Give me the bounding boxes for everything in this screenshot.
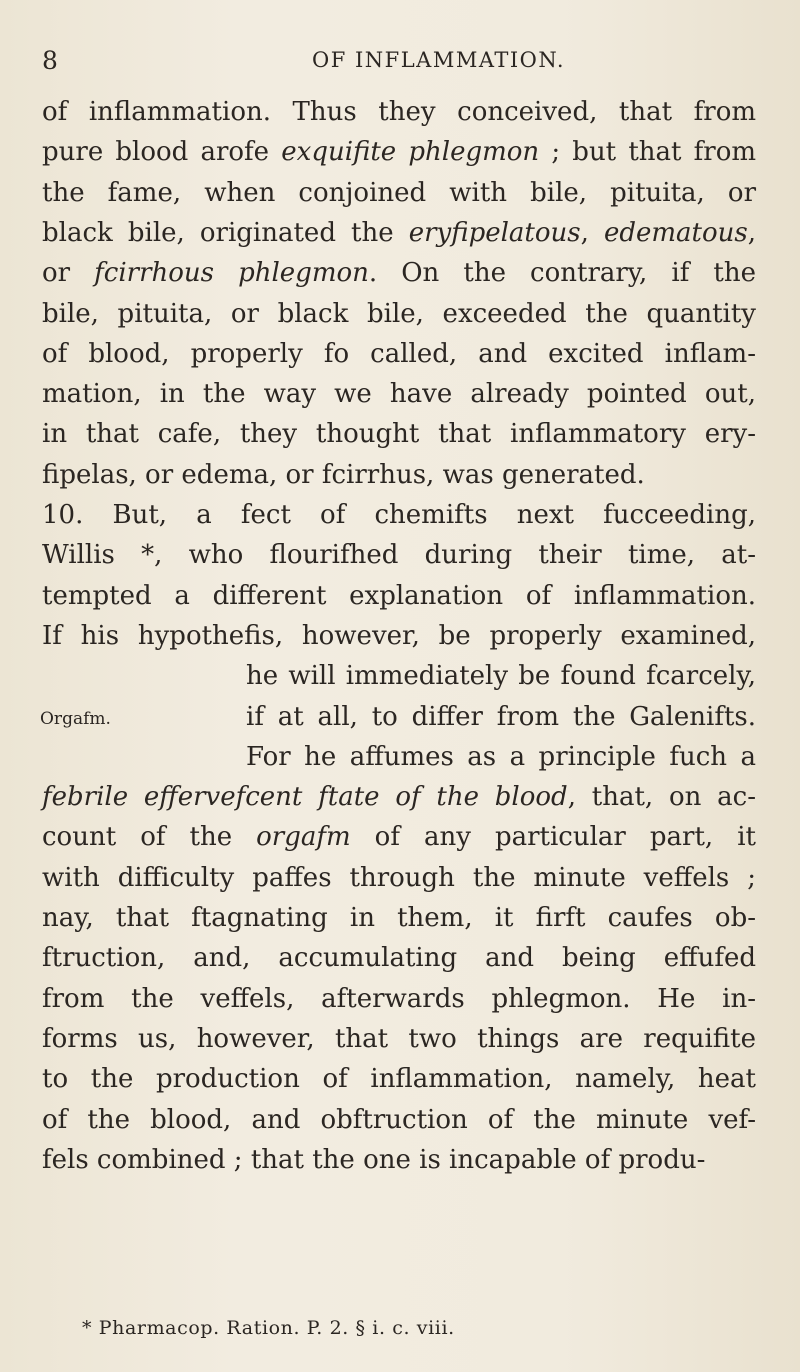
text-run: of any particular part, it (350, 822, 756, 853)
text-line (42, 495, 756, 535)
text-line (42, 817, 756, 857)
text-run: , (747, 217, 757, 248)
text-line (42, 455, 756, 495)
text-run: , that, on ac- (567, 782, 756, 813)
text-run: bile, pituita, or black bile, exceeded the quantity (42, 298, 756, 329)
text-line (42, 858, 756, 898)
text-line (42, 294, 756, 334)
text-line (42, 414, 756, 454)
text-run: black bile, originated the (42, 217, 409, 248)
italic-text-run: febrile effervefcent ftate of the blood (42, 782, 568, 813)
text-line (42, 898, 756, 938)
footnote: * Pharmacop. Ration. P. 2. § i. c. viii. (82, 1317, 455, 1339)
text-line (42, 938, 756, 978)
text-line (42, 334, 756, 374)
text-line (42, 1059, 756, 1099)
text-run: or (42, 258, 95, 289)
text-run: ftruction, and, accumulating and being effufed (42, 943, 756, 974)
text-line (42, 1100, 756, 1140)
text-run: ; but that from (539, 137, 757, 168)
text-line (42, 979, 756, 1019)
text-line (42, 777, 756, 817)
italic-text-run: orgafm (256, 822, 351, 853)
text-run: pure blood arofe (42, 137, 282, 168)
text-run: with difficulty paffes through the minute veffels ; (42, 862, 756, 893)
text-line (42, 213, 756, 253)
text-line (246, 737, 756, 777)
italic-text-run: fcirrhous phlegmon (94, 258, 369, 289)
text-run: , (580, 217, 604, 248)
italic-text-run: exquifite phlegmon (281, 137, 540, 168)
italic-text-run: edematous (603, 217, 748, 248)
text-run: to the production of inflammation, namely, heat (42, 1064, 756, 1095)
text-run: count of the (42, 822, 257, 853)
running-head (42, 46, 762, 86)
italic-text-run: eryfipelatous (408, 217, 581, 248)
text-line (246, 697, 756, 737)
text-run: in that cafe, they thought that inflammatory ery- (42, 419, 756, 450)
text-line (42, 576, 756, 616)
text-run: . On the contrary, if the (368, 258, 756, 289)
text-run: he will immediately be found fcarcely, (246, 661, 756, 692)
text-run: of inflammation. Thus they conceived, that from (42, 97, 756, 127)
text-line (246, 656, 756, 696)
text-line (42, 616, 756, 656)
text-line (42, 173, 756, 213)
page-number: 8 (42, 46, 59, 75)
text-run: mation, in the way we have already pointed out, (42, 379, 756, 410)
text-run: 10. But, a fect of chemifts next fucceeding, (42, 500, 756, 530)
text-run: if at all, to differ from the Galenifts. (246, 701, 756, 732)
text-run: For he affumes as a principle fuch a (246, 741, 756, 772)
text-line (42, 1140, 756, 1180)
text-line (42, 92, 756, 132)
text-run: of blood, properly fo called, and excited inflam- (42, 338, 756, 369)
text-run: of the blood, and obftruction of the minute vef- (42, 1104, 756, 1135)
text-run: fels combined ; that the one is incapable of produ- (42, 1144, 706, 1175)
text-line (42, 1019, 756, 1059)
text-run: Willis *, who flourifhed during their time, at- (42, 540, 756, 571)
text-run: tempted a different explanation of inflammation. (42, 580, 756, 611)
text-line (42, 253, 756, 293)
margin-note: Orgafm. (40, 709, 111, 729)
running-head-title: OF INFLAMMATION. (312, 48, 566, 72)
text-line (42, 535, 756, 575)
text-run: forms us, however, that two things are requifite (42, 1023, 756, 1054)
text-run: the fame, when conjoined with bile, pituita, or (42, 177, 756, 208)
text-run: from the veffels, afterwards phlegmon. He in- (42, 983, 756, 1014)
text-run: If his hypothefis, however, be properly examined, (42, 620, 756, 651)
text-line (42, 132, 756, 172)
text-run: fipelas, or edema, or fcirrhus, was generated. (42, 459, 645, 490)
text-run: nay, that ftagnating in them, it firft caufes ob- (42, 903, 756, 933)
text-line (42, 374, 756, 414)
